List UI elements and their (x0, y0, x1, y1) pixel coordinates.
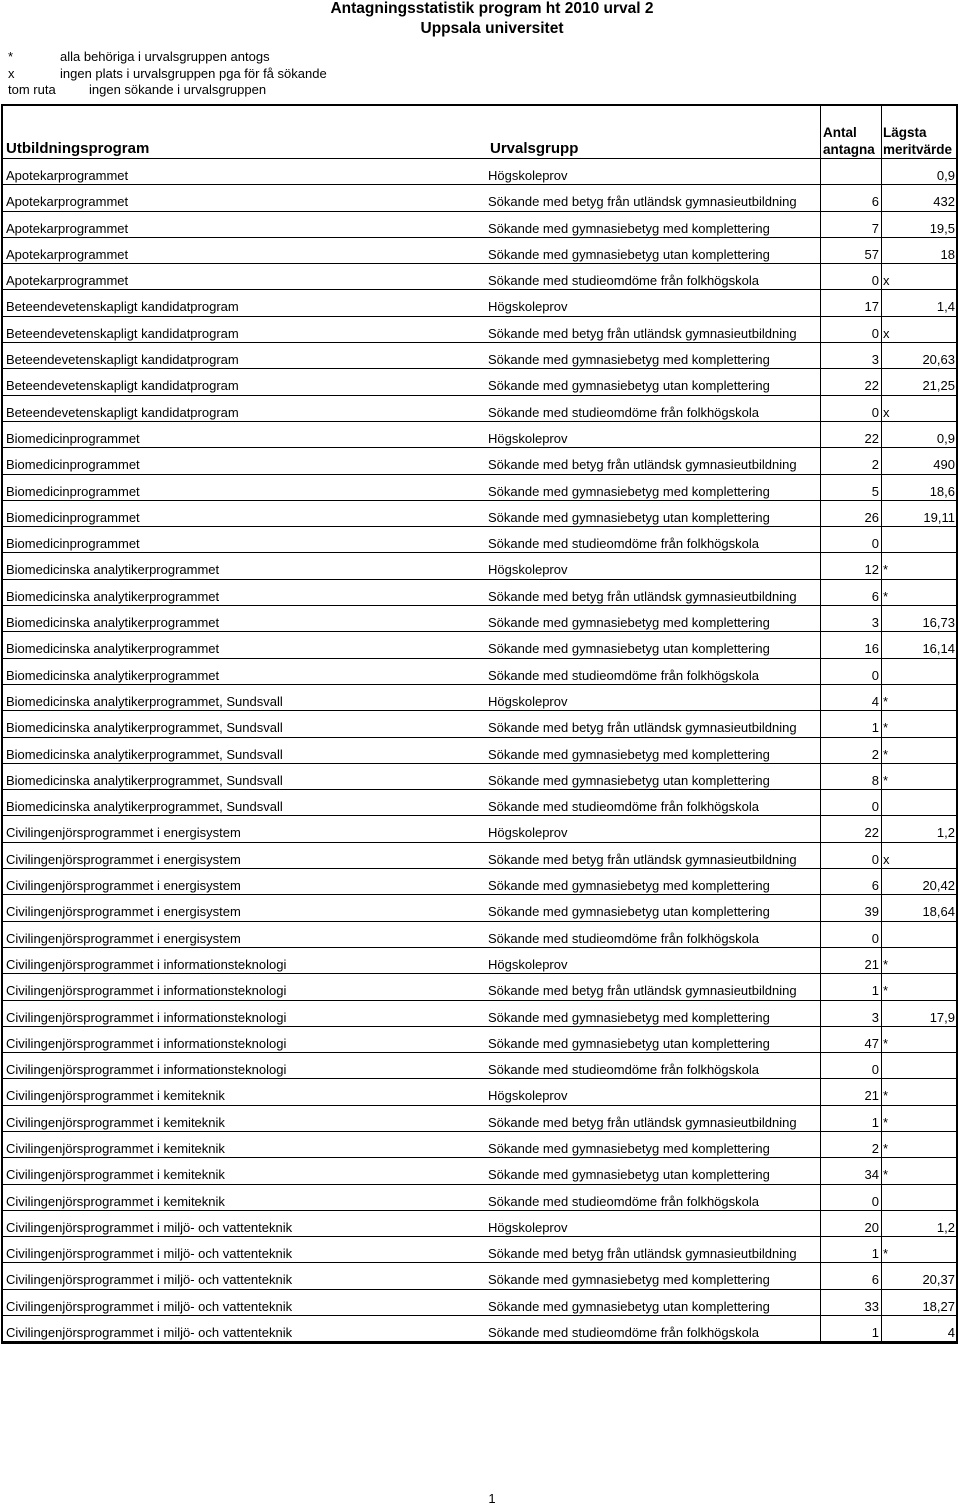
admitted-cell: 0 (871, 1193, 879, 1209)
group-cell: Sökande med gymnasiebetyg utan komplettering (488, 904, 770, 920)
merit-cell: 18 (940, 246, 955, 262)
program-cell: Apotekarprogrammet (6, 273, 129, 289)
legend-text: ingen sökande i urvalsgruppen (89, 82, 267, 97)
program-cell: Civilingenjörsprogrammet i informationsteknologi (6, 983, 287, 999)
admitted-cell: 0 (871, 325, 879, 341)
header-program: Utbildningsprogram (6, 140, 150, 157)
legend-symbol: tom ruta (8, 82, 56, 97)
admitted-cell: 1 (871, 983, 879, 999)
group-cell: Sökande med gymnasiebetyg med komplettering (488, 878, 770, 894)
group-cell: Högskoleprov (488, 825, 568, 841)
table-row (3, 685, 956, 711)
program-cell: Biomedicinska analytikerprogrammet (6, 667, 220, 683)
symbol-cell: * (883, 1246, 889, 1262)
group-cell: Sökande med gymnasiebetyg utan komplettering (488, 772, 770, 788)
program-cell: Civilingenjörsprogrammet i miljö- och vattenteknik (6, 1298, 293, 1314)
group-cell: Högskoleprov (488, 299, 568, 315)
symbol-cell: * (883, 562, 889, 578)
group-cell: Sökande med gymnasiebetyg utan komplettering (488, 509, 770, 525)
header-admitted-line2: antagna (823, 142, 875, 157)
merit-cell: 16,73 (922, 615, 955, 631)
admitted-cell: 5 (871, 483, 879, 499)
group-cell: Högskoleprov (488, 956, 568, 972)
program-cell: Civilingenjörsprogrammet i energisystem (6, 930, 241, 946)
program-cell: Civilingenjörsprogrammet i energisystem (6, 904, 241, 920)
group-cell: Sökande med gymnasiebetyg med komplettering (488, 1009, 770, 1025)
admitted-cell: 8 (871, 772, 879, 788)
program-cell: Biomedicinprogrammet (6, 457, 140, 473)
group-cell: Sökande med studieomdöme från folkhögskola (488, 1062, 759, 1078)
group-cell: Sökande med gymnasiebetyg utan komplettering (488, 1167, 770, 1183)
group-cell: Sökande med betyg från utländsk gymnasieutbildning (488, 325, 797, 341)
legend-text: ingen plats i urvalsgruppen pga för få sökande (60, 65, 327, 81)
group-cell: Sökande med gymnasiebetyg med komplettering (488, 483, 770, 499)
group-cell: Sökande med gymnasiebetyg utan komplettering (488, 1035, 770, 1051)
admitted-cell: 1 (871, 1114, 879, 1130)
header-group: Urvalsgrupp (490, 140, 579, 157)
admitted-cell: 1 (871, 1246, 879, 1262)
group-cell: Sökande med betyg från utländsk gymnasieutbildning (488, 457, 797, 473)
admitted-cell: 21 (864, 1088, 879, 1104)
table-row (3, 1001, 956, 1027)
group-cell: Högskoleprov (488, 562, 568, 578)
program-cell: Civilingenjörsprogrammet i kemiteknik (6, 1167, 225, 1183)
group-cell: Sökande med gymnasiebetyg utan komplettering (488, 641, 770, 657)
table-row (3, 238, 956, 264)
group-cell: Sökande med gymnasiebetyg utan komplettering (488, 246, 770, 262)
table-row (3, 422, 956, 448)
program-cell: Civilingenjörsprogrammet i informationsteknologi (6, 1009, 287, 1025)
legend-item (6, 49, 327, 66)
symbol-cell: * (883, 1035, 889, 1051)
table-row (3, 948, 956, 974)
program-cell: Biomedicinprogrammet (6, 536, 140, 552)
legend-item (6, 66, 327, 83)
program-cell: Biomedicinska analytikerprogrammet, Sundsvall (6, 746, 283, 762)
table-row (3, 1053, 956, 1079)
merit-cell: 1,4 (936, 299, 955, 315)
table-row (3, 264, 956, 290)
admitted-cell: 1 (871, 720, 879, 736)
admitted-cell: 12 (864, 562, 879, 578)
group-cell: Sökande med gymnasiebetyg med komplettering (488, 615, 770, 631)
admitted-cell: 6 (871, 194, 879, 210)
group-cell: Sökande med betyg från utländsk gymnasieutbildning (488, 588, 797, 604)
program-cell: Civilingenjörsprogrammet i energisystem (6, 825, 241, 841)
group-cell: Sökande med gymnasiebetyg med komplettering (488, 746, 770, 762)
program-cell: Apotekarprogrammet (6, 168, 129, 183)
table-row (3, 1079, 956, 1105)
admitted-cell: 0 (871, 799, 879, 815)
symbol-cell: * (883, 720, 889, 736)
admitted-cell: 33 (864, 1298, 879, 1314)
table-row (3, 527, 956, 553)
admitted-cell: 34 (864, 1167, 879, 1183)
program-cell: Biomedicinprogrammet (6, 509, 140, 525)
group-cell: Sökande med studieomdöme från folkhögskola (488, 667, 759, 683)
symbol-cell: x (883, 325, 890, 341)
group-cell: Sökande med studieomdöme från folkhögskola (488, 1325, 759, 1341)
group-cell: Sökande med gymnasiebetyg med komplettering (488, 1272, 770, 1288)
admitted-cell: 17 (864, 299, 879, 315)
page-number: 1 (488, 1491, 496, 1506)
admitted-cell: 3 (871, 352, 879, 368)
admitted-cell: 2 (871, 746, 879, 762)
merit-cell: 20,42 (922, 878, 955, 894)
merit-cell: 17,9 (929, 1009, 955, 1025)
table-row (3, 895, 956, 921)
group-cell: Högskoleprov (488, 168, 568, 183)
legend-text: alla behöriga i urvalsgruppen antogs (60, 49, 270, 64)
table-row (3, 659, 956, 685)
merit-cell: 21,25 (922, 378, 955, 394)
group-cell: Sökande med gymnasiebetyg med komplettering (488, 220, 770, 236)
group-cell: Sökande med gymnasiebetyg med komplettering (488, 1140, 770, 1156)
program-cell: Biomedicinska analytikerprogrammet (6, 562, 220, 578)
group-cell: Högskoleprov (488, 1219, 568, 1235)
group-cell: Sökande med betyg från utländsk gymnasieutbildning (488, 983, 797, 999)
table-row (3, 1132, 956, 1158)
merit-cell: 432 (933, 194, 955, 210)
merit-cell: 18,27 (922, 1298, 955, 1314)
table-row (3, 632, 956, 658)
header-merit-line1: Lägsta (883, 125, 927, 140)
symbol-cell: * (883, 1167, 889, 1183)
group-cell: Sökande med studieomdöme från folkhögskola (488, 930, 759, 946)
table-row (3, 974, 956, 1000)
admitted-cell: 2 (871, 1140, 879, 1156)
admitted-cell: 20 (864, 1219, 879, 1235)
admitted-cell: 3 (871, 1009, 879, 1025)
program-cell: Beteendevetenskapligt kandidatprogram (6, 404, 239, 420)
symbol-cell: * (883, 746, 889, 762)
admitted-cell: 22 (864, 430, 879, 446)
program-cell: Civilingenjörsprogrammet i miljö- och vattenteknik (6, 1219, 293, 1235)
admitted-cell: 57 (864, 246, 879, 262)
table-row (3, 185, 956, 211)
header-admitted-line1: Antal (823, 125, 857, 140)
program-cell: Apotekarprogrammet (6, 246, 129, 262)
group-cell: Sökande med betyg från utländsk gymnasieutbildning (488, 1114, 797, 1130)
admitted-cell: 0 (871, 851, 879, 867)
table-row (3, 764, 956, 790)
header-admitted (823, 124, 875, 158)
program-cell: Biomedicinprogrammet (6, 483, 140, 499)
table-row (3, 475, 956, 501)
program-cell: Biomedicinska analytikerprogrammet (6, 615, 220, 631)
table-row (3, 501, 956, 527)
table-row (3, 869, 956, 895)
admitted-cell: 2 (871, 457, 879, 473)
table-row (3, 290, 956, 316)
program-cell: Civilingenjörsprogrammet i kemiteknik (6, 1088, 225, 1104)
page-subtitle: Uppsala universitet (420, 20, 564, 37)
group-cell: Sökande med gymnasiebetyg utan komplettering (488, 1298, 770, 1314)
admitted-cell: 6 (871, 588, 879, 604)
admitted-cell: 4 (871, 693, 879, 709)
program-cell: Biomedicinska analytikerprogrammet, Sundsvall (6, 772, 283, 788)
program-cell: Civilingenjörsprogrammet i kemiteknik (6, 1193, 225, 1209)
group-cell: Högskoleprov (488, 430, 568, 446)
header-merit-line2: meritvärde (883, 142, 953, 157)
symbol-cell: * (883, 772, 889, 788)
page-title: Antagningsstatistik program ht 2010 urval 2 (330, 0, 654, 17)
group-cell: Sökande med studieomdöme från folkhögskola (488, 799, 759, 815)
symbol-cell: * (883, 588, 889, 604)
table-row (3, 1158, 956, 1184)
legend (6, 49, 327, 99)
symbol-cell: x (883, 273, 890, 289)
table-row (3, 1106, 956, 1132)
admitted-cell: 22 (864, 825, 879, 841)
program-cell: Biomedicinska analytikerprogrammet (6, 588, 220, 604)
admitted-cell: 0 (871, 667, 879, 683)
merit-cell: 4 (947, 1325, 955, 1341)
table-row (3, 580, 956, 606)
table-header (3, 106, 956, 159)
table-row (3, 790, 956, 816)
merit-cell: 16,14 (922, 641, 955, 657)
group-cell: Sökande med studieomdöme från folkhögskola (488, 536, 759, 552)
program-cell: Apotekarprogrammet (6, 194, 129, 210)
group-cell: Sökande med studieomdöme från folkhögskola (488, 273, 759, 289)
group-cell: Högskoleprov (488, 1088, 568, 1104)
program-cell: Civilingenjörsprogrammet i miljö- och vattenteknik (6, 1325, 293, 1341)
merit-cell: 20,63 (922, 352, 955, 368)
legend-item (6, 82, 327, 99)
legend-symbol: * (8, 49, 14, 64)
admitted-cell: 16 (864, 641, 879, 657)
table-row (3, 212, 956, 238)
admitted-cell: 0 (871, 404, 879, 420)
table-row (3, 606, 956, 632)
program-cell: Beteendevetenskapligt kandidatprogram (6, 378, 239, 394)
table-row (3, 1027, 956, 1053)
table-row (3, 1290, 956, 1316)
table-row (3, 159, 956, 185)
admission-table (1, 104, 958, 1344)
program-cell: Apotekarprogrammet (6, 220, 129, 236)
header-merit (883, 124, 952, 158)
admitted-cell: 47 (864, 1035, 879, 1051)
symbol-cell: * (883, 1088, 889, 1104)
table-body (3, 159, 956, 1342)
group-cell: Sökande med betyg från utländsk gymnasieutbildning (488, 194, 797, 210)
symbol-cell: x (883, 851, 890, 867)
group-cell: Högskoleprov (488, 693, 568, 709)
symbol-cell: * (883, 693, 889, 709)
symbol-cell: * (883, 1114, 889, 1130)
admitted-cell: 6 (871, 878, 879, 894)
program-cell: Civilingenjörsprogrammet i kemiteknik (6, 1140, 225, 1156)
admitted-cell: 39 (864, 904, 879, 920)
program-cell: Biomedicinska analytikerprogrammet, Sundsvall (6, 693, 283, 709)
program-cell: Civilingenjörsprogrammet i miljö- och vattenteknik (6, 1272, 293, 1288)
merit-cell: 19,5 (929, 220, 955, 236)
merit-cell: 1,2 (936, 1219, 955, 1235)
table-row (3, 553, 956, 579)
table-row (3, 816, 956, 842)
group-cell: Sökande med studieomdöme från folkhögskola (488, 404, 759, 420)
table-row (3, 922, 956, 948)
admitted-cell: 21 (864, 956, 879, 972)
table-row (3, 1185, 956, 1211)
table-row (3, 738, 956, 764)
admitted-cell: 6 (871, 1272, 879, 1288)
table-row (3, 343, 956, 369)
admitted-cell: 22 (864, 378, 879, 394)
program-cell: Biomedicinska analytikerprogrammet, Sundsvall (6, 799, 283, 815)
symbol-cell: x (883, 404, 890, 420)
program-cell: Civilingenjörsprogrammet i informationsteknologi (6, 1062, 287, 1078)
merit-cell: 0,9 (936, 430, 955, 446)
legend-symbol: x (8, 65, 15, 81)
table-row (3, 369, 956, 395)
merit-cell: 20,37 (922, 1272, 955, 1288)
admitted-cell: 0 (871, 930, 879, 946)
symbol-cell: * (883, 983, 889, 999)
program-cell: Beteendevetenskapligt kandidatprogram (6, 325, 239, 341)
group-cell: Sökande med gymnasiebetyg med komplettering (488, 352, 770, 368)
merit-cell: 19,11 (923, 509, 955, 525)
merit-cell: 18,6 (929, 483, 955, 499)
table-row (3, 1316, 956, 1342)
admitted-cell: 0 (871, 273, 879, 289)
table-row (3, 1237, 956, 1263)
admitted-cell: 1 (871, 1325, 879, 1341)
admitted-cell: 0 (871, 1062, 879, 1078)
program-cell: Civilingenjörsprogrammet i kemiteknik (6, 1114, 225, 1130)
program-cell: Beteendevetenskapligt kandidatprogram (6, 352, 239, 368)
group-cell: Sökande med studieomdöme från folkhögskola (488, 1193, 759, 1209)
merit-cell: 18,64 (922, 904, 955, 920)
admitted-cell: 26 (864, 509, 879, 525)
table-row (3, 448, 956, 474)
table-row (3, 1263, 956, 1289)
merit-cell: 490 (933, 457, 955, 473)
table-row (3, 396, 956, 422)
program-cell: Civilingenjörsprogrammet i energisystem (6, 878, 241, 894)
table-row (3, 317, 956, 343)
admitted-cell: 0 (871, 536, 879, 552)
program-cell: Biomedicinska analytikerprogrammet (6, 641, 220, 657)
program-cell: Biomedicinprogrammet (6, 430, 140, 446)
table-row (3, 843, 956, 869)
symbol-cell: * (883, 1140, 889, 1156)
program-cell: Civilingenjörsprogrammet i miljö- och vattenteknik (6, 1246, 293, 1262)
symbol-cell: * (883, 956, 889, 972)
group-cell: Sökande med gymnasiebetyg utan komplettering (488, 378, 770, 394)
program-cell: Civilingenjörsprogrammet i energisystem (6, 851, 241, 867)
table-row (3, 1211, 956, 1237)
program-cell: Biomedicinska analytikerprogrammet, Sundsvall (6, 720, 283, 736)
group-cell: Sökande med betyg från utländsk gymnasieutbildning (488, 720, 797, 736)
merit-cell: 1,2 (936, 825, 955, 841)
program-cell: Civilingenjörsprogrammet i informationsteknologi (6, 956, 287, 972)
table-row (3, 711, 956, 737)
merit-cell: 0,9 (936, 168, 955, 183)
group-cell: Sökande med betyg från utländsk gymnasieutbildning (488, 851, 797, 867)
admitted-cell: 3 (871, 615, 879, 631)
admitted-cell: 7 (871, 220, 879, 236)
program-cell: Civilingenjörsprogrammet i informationsteknologi (6, 1035, 287, 1051)
group-cell: Sökande med betyg från utländsk gymnasieutbildning (488, 1246, 797, 1262)
program-cell: Beteendevetenskapligt kandidatprogram (6, 299, 239, 315)
